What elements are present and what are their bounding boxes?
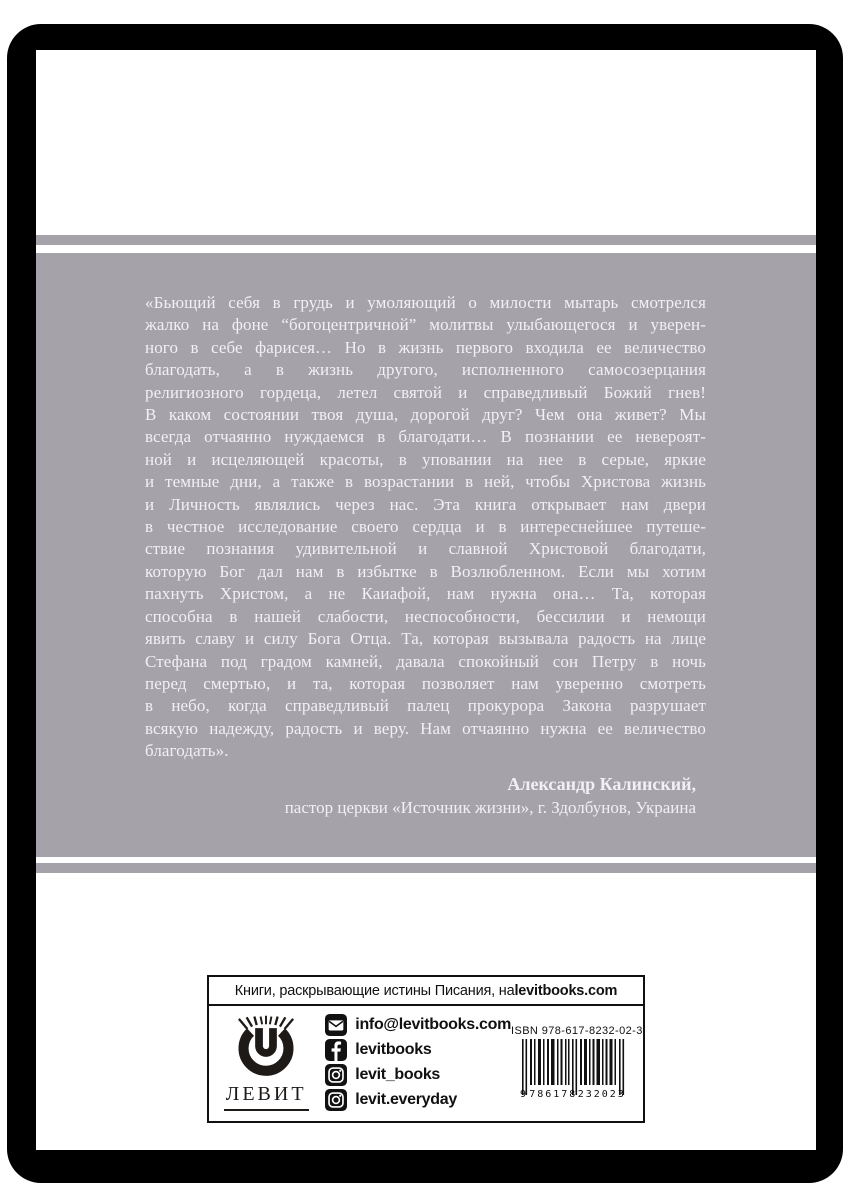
- quote-panel: [36, 253, 816, 857]
- contact-label: levit_books: [355, 1066, 441, 1083]
- quote-line: и Личность являлись через нас. Эта книга открывает нам двери: [145, 494, 706, 514]
- barcode-digits: [520, 1090, 626, 1100]
- quote-line: способна в нашей слабости, неспособности, бессилии и немощи: [145, 606, 706, 626]
- attribution-role: пастор церкви «Источник жизни», г. Здолбунов, Украина: [284, 797, 696, 817]
- quote-line: ного в себе фарисея… Но в жизнь первого входила ее величество: [145, 337, 706, 357]
- quote-line: пахнуть Христом, а не Каиафой, нам нужна она… Та, которая: [145, 584, 706, 604]
- back-cover-page: [36, 50, 816, 1150]
- quote-line: которую Бог дал нам в избытке в Возлюбленном. Если мы хотим: [145, 561, 706, 581]
- accent-stripe-bottom: [36, 863, 816, 873]
- quote-line: благодать».: [145, 741, 229, 761]
- facebook-icon: [325, 1039, 347, 1061]
- contact-label: info@levitbooks.com: [355, 1016, 511, 1033]
- quote-line: перед смертью, и та, которая позволяет нам уверенно смотреть: [145, 673, 706, 693]
- quote-line: Стефана под градом камней, давала спокойный сон Петру в ночь: [145, 651, 706, 671]
- quote-line: всякую надежду, радость и веру. Нам отчаянно нужна ее величество: [145, 718, 706, 738]
- isbn-label: ISBN 978-617-8232-02-3: [511, 1025, 643, 1037]
- tagline-domain: levitbooks.com: [514, 982, 618, 999]
- contact-row-facebook: [325, 1039, 511, 1061]
- barcode-digit-group: 232023: [577, 1089, 626, 1100]
- tagline-text: Книги, раскрывающие истины Писания, на: [234, 982, 515, 999]
- contact-row-instagram-2: [325, 1089, 511, 1111]
- quote-line: в небо, когда справедливый палец прокурора Закона разрушает: [145, 696, 706, 716]
- quote-line: всегда отчаянно нуждаемся в благодати… В познании ее невероят-: [145, 427, 706, 447]
- quote-line: ной и исцеляющей красоты, в уповании на нее в серые, яркие: [145, 449, 706, 469]
- quote-line: в честное исследование своего сердца и в интереснейшее путеше-: [145, 517, 706, 537]
- levit-logo-mark-icon: [227, 1015, 305, 1082]
- contact-label: levitbooks: [355, 1041, 432, 1058]
- publisher-box: [207, 975, 645, 1123]
- barcode-digit-group: 9: [520, 1089, 527, 1100]
- quote-line: В каком состоянии твоя душа, дорогой друг? Чем она живет? Мы: [145, 405, 706, 425]
- attribution-name: Александр Калинский,: [507, 773, 696, 794]
- quote-text: [145, 292, 706, 763]
- barcode: [520, 1039, 626, 1100]
- publisher-box-content: [209, 1006, 643, 1121]
- email-icon: [325, 1014, 347, 1036]
- levit-logo-text: ЛЕВИТ: [224, 1083, 309, 1111]
- attribution: [145, 773, 706, 819]
- barcode-digit-group: 786178: [529, 1089, 578, 1100]
- levit-logo: [219, 1015, 313, 1111]
- quote-line: «Бьющий себя в грудь и умоляющий о милости мытарь смотрелся: [145, 293, 706, 312]
- quote-line: ствие познания удивительной и славной Христовой благодати,: [145, 539, 706, 559]
- contact-row-email: [325, 1014, 511, 1036]
- quote-line: явить славу и силу Бога Отца. Та, которая вызывала радость на лице: [145, 629, 706, 649]
- contacts-list: [325, 1014, 511, 1111]
- instagram-icon: [325, 1089, 347, 1111]
- contact-label: levit.everyday: [355, 1091, 457, 1108]
- quote-line: жалко на фоне “богоцентричной” молитвы улыбающегося и уверен-: [145, 315, 706, 335]
- accent-stripe-top: [36, 235, 816, 245]
- quote-line: благодать, а в жизнь другого, исполненного самосозерцания: [145, 360, 706, 380]
- barcode-block: [511, 1025, 643, 1100]
- contact-row-instagram-1: [325, 1064, 511, 1086]
- quote-line: религиозного гордеца, летел святой и справедливый Божий гнев!: [145, 382, 706, 402]
- publisher-tagline: [209, 977, 643, 1006]
- instagram-icon: [325, 1064, 347, 1086]
- quote-line: и темные дни, а также в возрастании в ней, чтобы Христова жизнь: [145, 472, 706, 492]
- barcode-bars-icon: [520, 1039, 626, 1095]
